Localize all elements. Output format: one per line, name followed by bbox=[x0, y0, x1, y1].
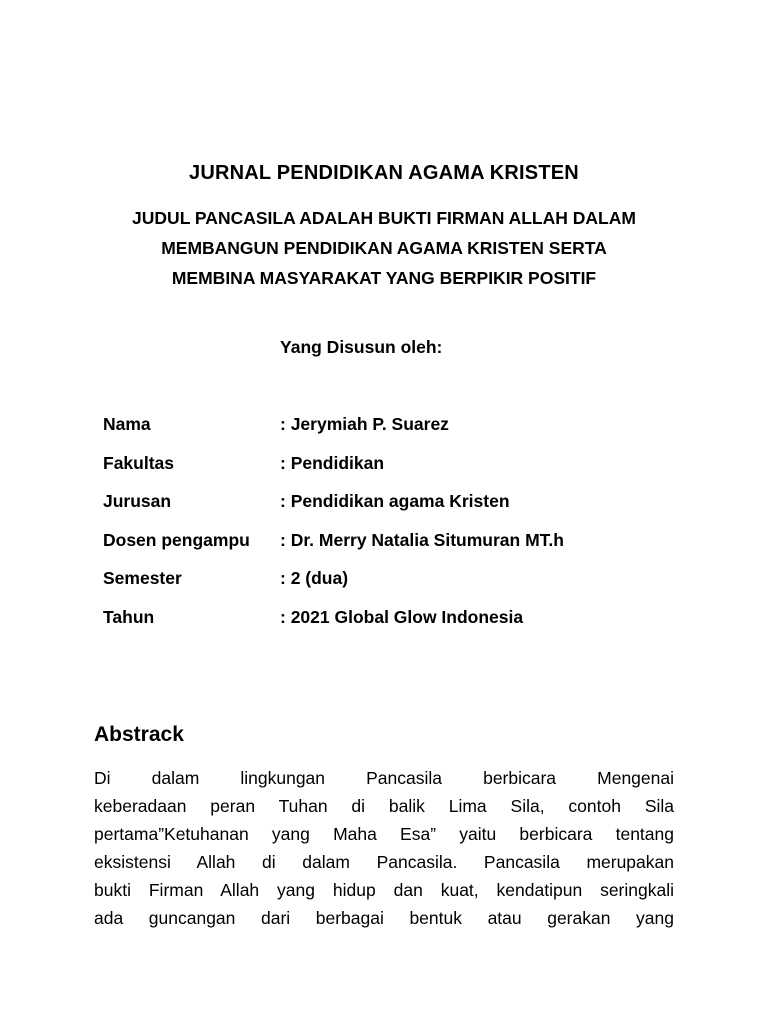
info-label: Semester bbox=[103, 568, 182, 588]
info-value: : Pendidikan bbox=[280, 452, 385, 473]
info-value: : Pendidikan agama Kristen bbox=[280, 491, 510, 511]
article-title-line: MEMBANGUN PENDIDIKAN AGAMA KRISTEN SERTA bbox=[161, 238, 607, 258]
article-title-line: JUDUL PANCASILA ADALAH BUKTI FIRMAN ALLAH DALAM bbox=[132, 208, 636, 228]
info-label: Tahun bbox=[103, 606, 155, 627]
abstract-line: keberadaan peran Tuhan di balik Lima Sila, contoh Sila bbox=[94, 796, 674, 816]
article-title bbox=[60, 203, 708, 293]
info-value: : 2 (dua) bbox=[280, 568, 349, 588]
info-label: Nama bbox=[103, 414, 151, 434]
abstract-line: bukti Firman Allah yang hidup dan kuat, kendatipun seringkali bbox=[94, 880, 674, 900]
abstract-line: pertama”Ketuhanan yang Maha Esa” yaitu berbicara tentang bbox=[94, 824, 674, 844]
info-row-fakultas bbox=[103, 453, 703, 492]
info-row-semester bbox=[103, 568, 703, 607]
info-row-jurusan bbox=[103, 491, 703, 530]
info-row-dosen bbox=[103, 530, 703, 569]
author-info-table bbox=[103, 414, 703, 645]
abstract-heading: Abstrack bbox=[94, 723, 184, 746]
journal-title: JURNAL PENDIDIKAN AGAMA KRISTEN bbox=[189, 162, 579, 184]
abstract-line: Di dalam lingkungan Pancasila berbicara Mengenai bbox=[94, 768, 674, 788]
abstract-line: ada guncangan dari berbagai bentuk atau gerakan yang bbox=[94, 908, 674, 928]
info-row-nama bbox=[103, 414, 703, 453]
author-heading: Yang Disusun oleh: bbox=[280, 337, 443, 357]
info-row-tahun bbox=[103, 607, 703, 646]
abstract-body bbox=[94, 764, 674, 932]
article-title-line: MEMBINA MASYARAKAT YANG BERPIKIR POSITIF bbox=[171, 268, 597, 288]
info-value: : Jerymiah P. Suarez bbox=[280, 414, 449, 434]
info-label: Fakultas bbox=[103, 452, 174, 473]
info-value: : Dr. Merry Natalia Situmuran MT.h bbox=[280, 529, 564, 550]
info-label: Jurusan bbox=[103, 491, 172, 511]
abstract-line: eksistensi Allah di dalam Pancasila. Pancasila merupakan bbox=[94, 852, 674, 872]
info-value: : 2021 Global Glow Indonesia bbox=[280, 606, 524, 627]
info-label: Dosen pengampu bbox=[103, 529, 250, 550]
